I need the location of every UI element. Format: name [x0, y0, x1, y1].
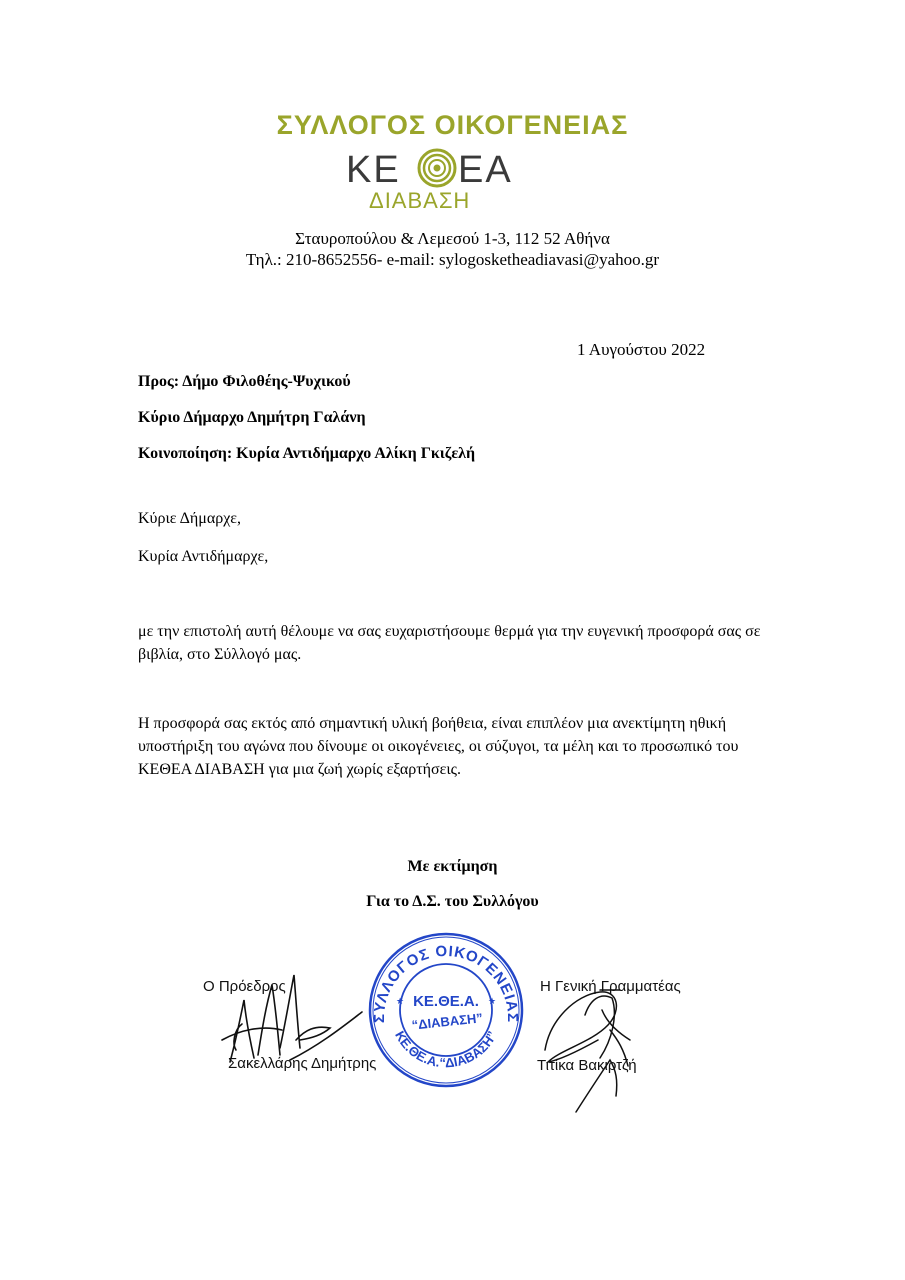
letter-date: 1 Αυγούστου 2022 — [577, 340, 706, 359]
recipient-line: Κύριο Δήμαρχο Δημήτρη Γαλάνη — [138, 409, 366, 426]
left-signatory-name: Σακελλάρης Δημήτρης — [228, 1055, 377, 1072]
address-line: Σταυροπούλου & Λεμεσού 1-3, 112 52 Αθήνα — [295, 229, 610, 248]
stamp-center-line1: ΚΕ.ΘΕ.Α. — [413, 993, 479, 1010]
salutation-line: Κυρία Αντιδήμαρχε, — [138, 548, 269, 565]
organization-stamp — [370, 934, 522, 1086]
stamp-ring-bottom-text: ΚΕ.ΘΕ.Α.“ΔΙΑΒΑΣΗ” — [392, 1028, 500, 1071]
recipient-line: Κοινοποίηση: Κυρία Αντιδήμαρχο Αλίκη Γκιζελή — [138, 445, 476, 462]
logo-subtitle: ΔΙΑΒΑΣΗ — [369, 188, 471, 213]
star-icon: ★ — [488, 996, 497, 1006]
stamp-center-line2: “ΔΙΑΒΑΣΗ” — [410, 1010, 484, 1033]
right-signatory-name: Τιτίκα Βακιρτζή — [537, 1057, 637, 1074]
logo-text-left: ΚΕ — [346, 149, 401, 191]
stamp-ring-text: ΣΥΛΛΟΓΟΣ ΟΙΚΟΓΕΝΕΙΑΣ — [370, 942, 522, 1024]
closing-line: Με εκτίμηση — [407, 858, 498, 875]
salutation-line: Κύριε Δήμαρχε, — [138, 510, 242, 527]
recipient-line: Προς: Δήμο Φιλοθέης-Ψυχικού — [138, 373, 351, 390]
right-signatory-role: Η Γενική Γραμματέας — [540, 978, 681, 995]
right-handwritten-signature — [545, 990, 630, 1112]
organization-title: ΣΥΛΛΟΓΟΣ ΟΙΚΟΓΕΝΕΙΑΣ — [276, 110, 629, 140]
logo-text-right: ΕΑ — [458, 149, 513, 191]
closing-subline: Για το Δ.Σ. του Συλλόγου — [366, 893, 539, 910]
svg-text:ΚΕ.ΘΕ.Α.“ΔΙΑΒΑΣΗ” — [392, 1028, 500, 1070]
star-icon: ★ — [396, 996, 405, 1006]
body-paragraph: Η προσφορά σας εκτός από σημαντική υλική βοήθεια, είναι επιπλέον μια ανεκτίμητη ηθική υποστήριξη του αγώνα που δίνουμε οι οικογένειες, οι σύζυγοι, τα μέλη και το προσωπικό του ΚΕΘΕΑ ΔΙΑΒΑΣΗ για μια ζωή χωρίς εξαρτήσεις. — [138, 715, 739, 778]
left-signatory-role: Ο Πρόεδρος — [203, 978, 286, 995]
body-paragraph: με την επιστολή αυτή θέλουμε να σας ευχαριστήσουμε θερμά για την ευγενική προσφορά σας σε βιβλία, στο Σύλλογό μας. — [138, 623, 761, 663]
contact-line: Τηλ.: 210-8652556- e-mail: sylogosketheadiavasi@yahoo.gr — [245, 250, 660, 269]
